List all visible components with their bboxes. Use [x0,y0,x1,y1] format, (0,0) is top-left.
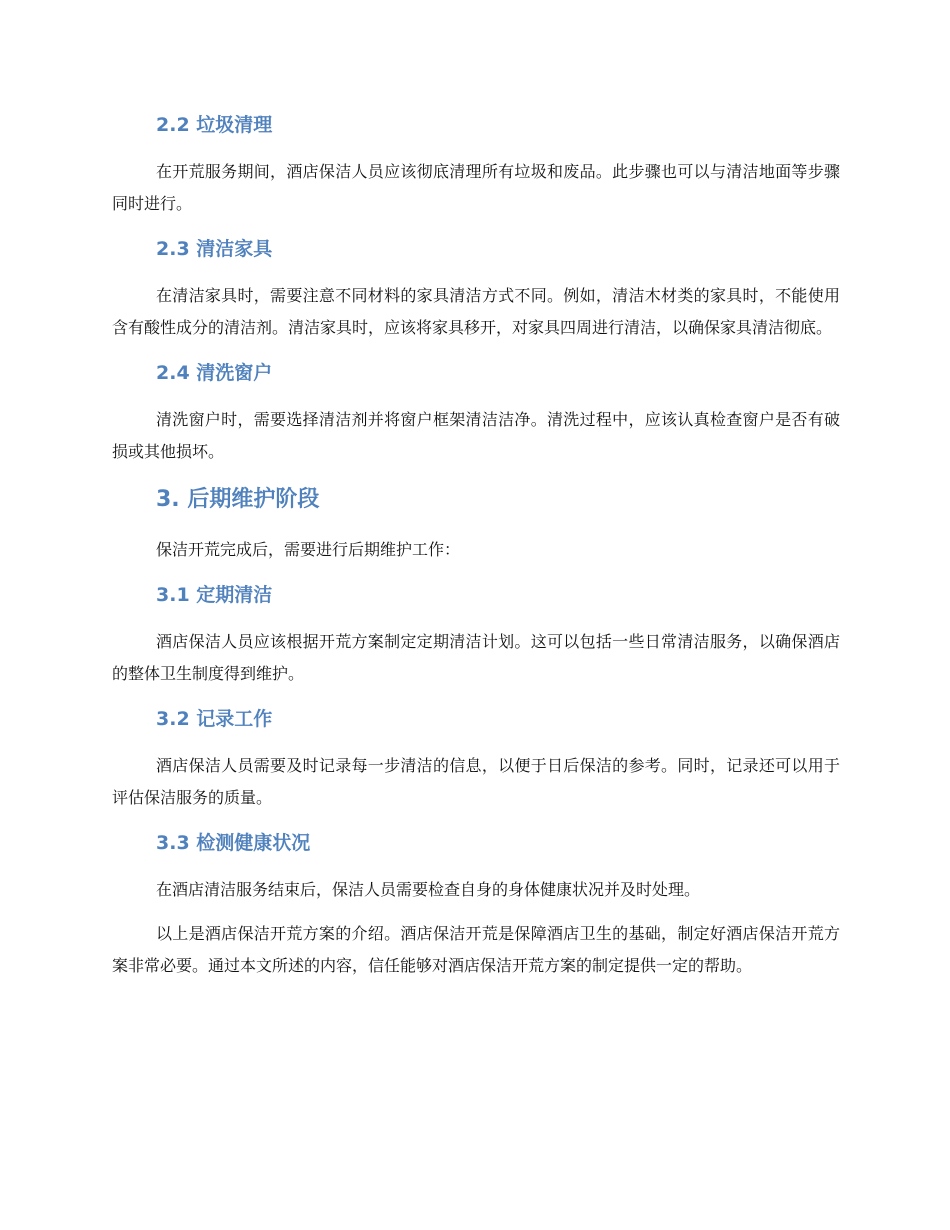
heading-3-3: 3.3 检测健康状况 [156,832,311,854]
heading-2-4: 2.4 清洗窗户 [156,362,273,384]
heading-2-3: 2.3 清洁家具 [156,238,273,260]
paragraph-3-3: 在酒店清洁服务结束后，保洁人员需要检查自身的身体健康状况并及时处理。 [156,880,701,899]
paragraph-conclusion: 以上是酒店保洁开荒方案的介绍。酒店保洁开荒是保障酒店卫生的基础，制定好酒店保洁开荒方案非常必要。通过本文所述的内容，信任能够对酒店保洁开荒方案的制定提供一定的帮助。 [112,924,840,975]
paragraph-2-2: 在开荒服务期间，酒店保洁人员应该彻底清理所有垃圾和废品。此步骤也可以与清洁地面等步骤同时进行。 [112,162,840,213]
paragraph-3: 保洁开荒完成后，需要进行后期维护工作： [156,540,461,559]
heading-3-1: 3.1 定期清洁 [156,584,273,606]
paragraph-3-2: 酒店保洁人员需要及时记录每一步清洁的信息，以便于日后保洁的参考。同时，记录还可以用于评估保洁服务的质量。 [112,756,840,807]
heading-3: 3. 后期维护阶段 [156,487,320,512]
paragraph-3-1: 酒店保洁人员应该根据开荒方案制定定期清洁计划。这可以包括一些日常清洁服务，以确保酒店的整体卫生制度得到维护。 [112,632,840,683]
heading-3-2: 3.2 记录工作 [156,708,273,730]
paragraph-2-3: 在清洁家具时，需要注意不同材料的家具清洁方式不同。例如，清洁木材类的家具时，不能使用含有酸性成分的清洁剂。清洁家具时，应该将家具移开，对家具四周进行清洁，以确保家具清洁彻底。 [112,286,840,337]
document-content [112,108,840,982]
paragraph-2-4: 清洗窗户时，需要选择清洁剂并将窗户框架清洁洁净。清洗过程中，应该认真检查窗户是否有破损或其他损坏。 [112,410,840,461]
heading-2-2: 2.2 垃圾清理 [156,114,273,136]
